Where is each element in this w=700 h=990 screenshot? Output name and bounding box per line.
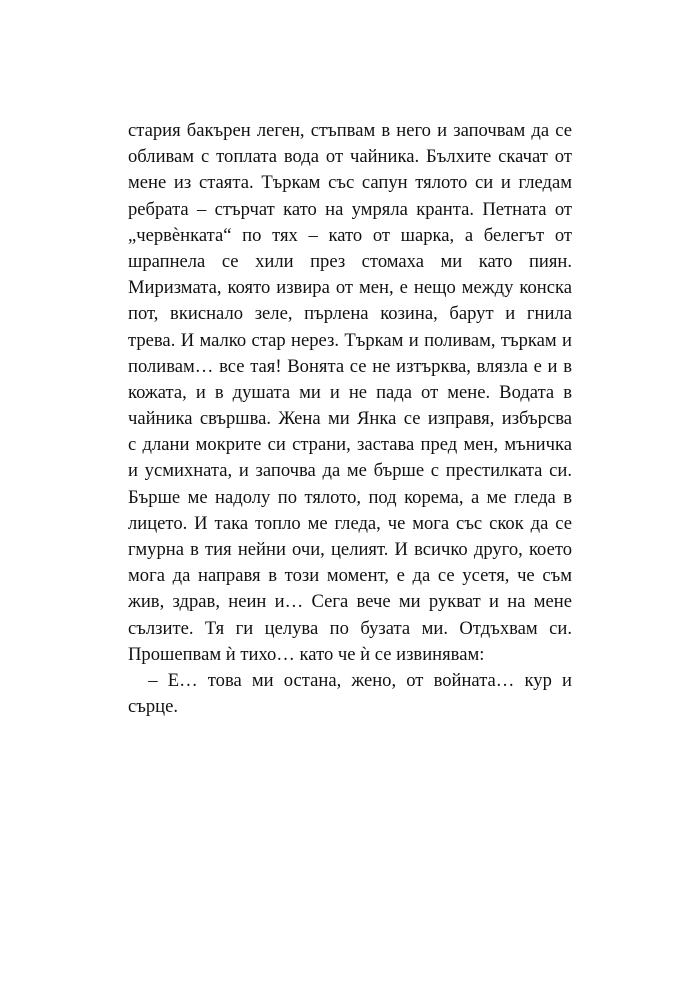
text-line: и усмихната, и започва да ме бърше с престилката си. [128,460,572,482]
text-line: кожата, и в душата ми и не пада от мене. Водата в [128,381,572,403]
text-line: гмурна в тия нейни очи, целият. И всичко друго, което [128,539,572,560]
text-line: лицето. И така топло ме гледа, че мога със скок да се [128,512,572,534]
text-line: сълзите. Тя ги целува по бузата ми. Отдъхвам си. [128,617,572,639]
text-line: „червѐнката“ по тях – като от шарка, а белегът от [128,224,572,246]
text-line: чайника свършва. Жена ми Янка се изправя, избърсва [128,408,572,430]
text-line: с длани мокрите си страни, застава пред мен, мъничка [128,434,572,456]
text-line: поливам… все тая! Вонята се не изтърква, влязла е и в [128,355,572,377]
text-line: трева. И малко стар нерез. Търкам и поливам, търкам и [128,329,572,351]
text-line: мене из стаята. Търкам със сапун тялото си и гледам [128,172,572,194]
text-line: стария бакърен леген, стъпвам в него и започвам да се [128,120,572,141]
prose-paragraph [128,118,572,720]
text-line: обливам с топлата вода от чайника. Бълхите скачат от [128,146,572,168]
dialogue-line: сърце. [128,696,179,718]
text-line: мога да направя в този момент, е да се усетя, че съм [128,565,572,587]
text-line: жив, здрав, неин и… Сега вече ми рукват и на мене [128,591,572,613]
text-line: пот, вкиснало зеле, пърлена козина, барут и гнила [128,303,572,325]
text-line: шрапнела се хили през стомаха ми като пиян. [128,250,572,272]
text-line: Прошепвам ѝ тихо… като че ѝ се извинявам: [128,643,485,665]
text-line: ребрата – стърчат като на умряла кранта. Петната от [128,198,572,220]
text-line: Бърше ме надолу по тялото, под корема, а ме гледа в [128,486,572,508]
dialogue-line: – Е… това ми остана, жено, от войната… кур и [128,669,572,691]
text-line: Миризмата, която извира от мен, е нещо между конска [128,277,572,299]
